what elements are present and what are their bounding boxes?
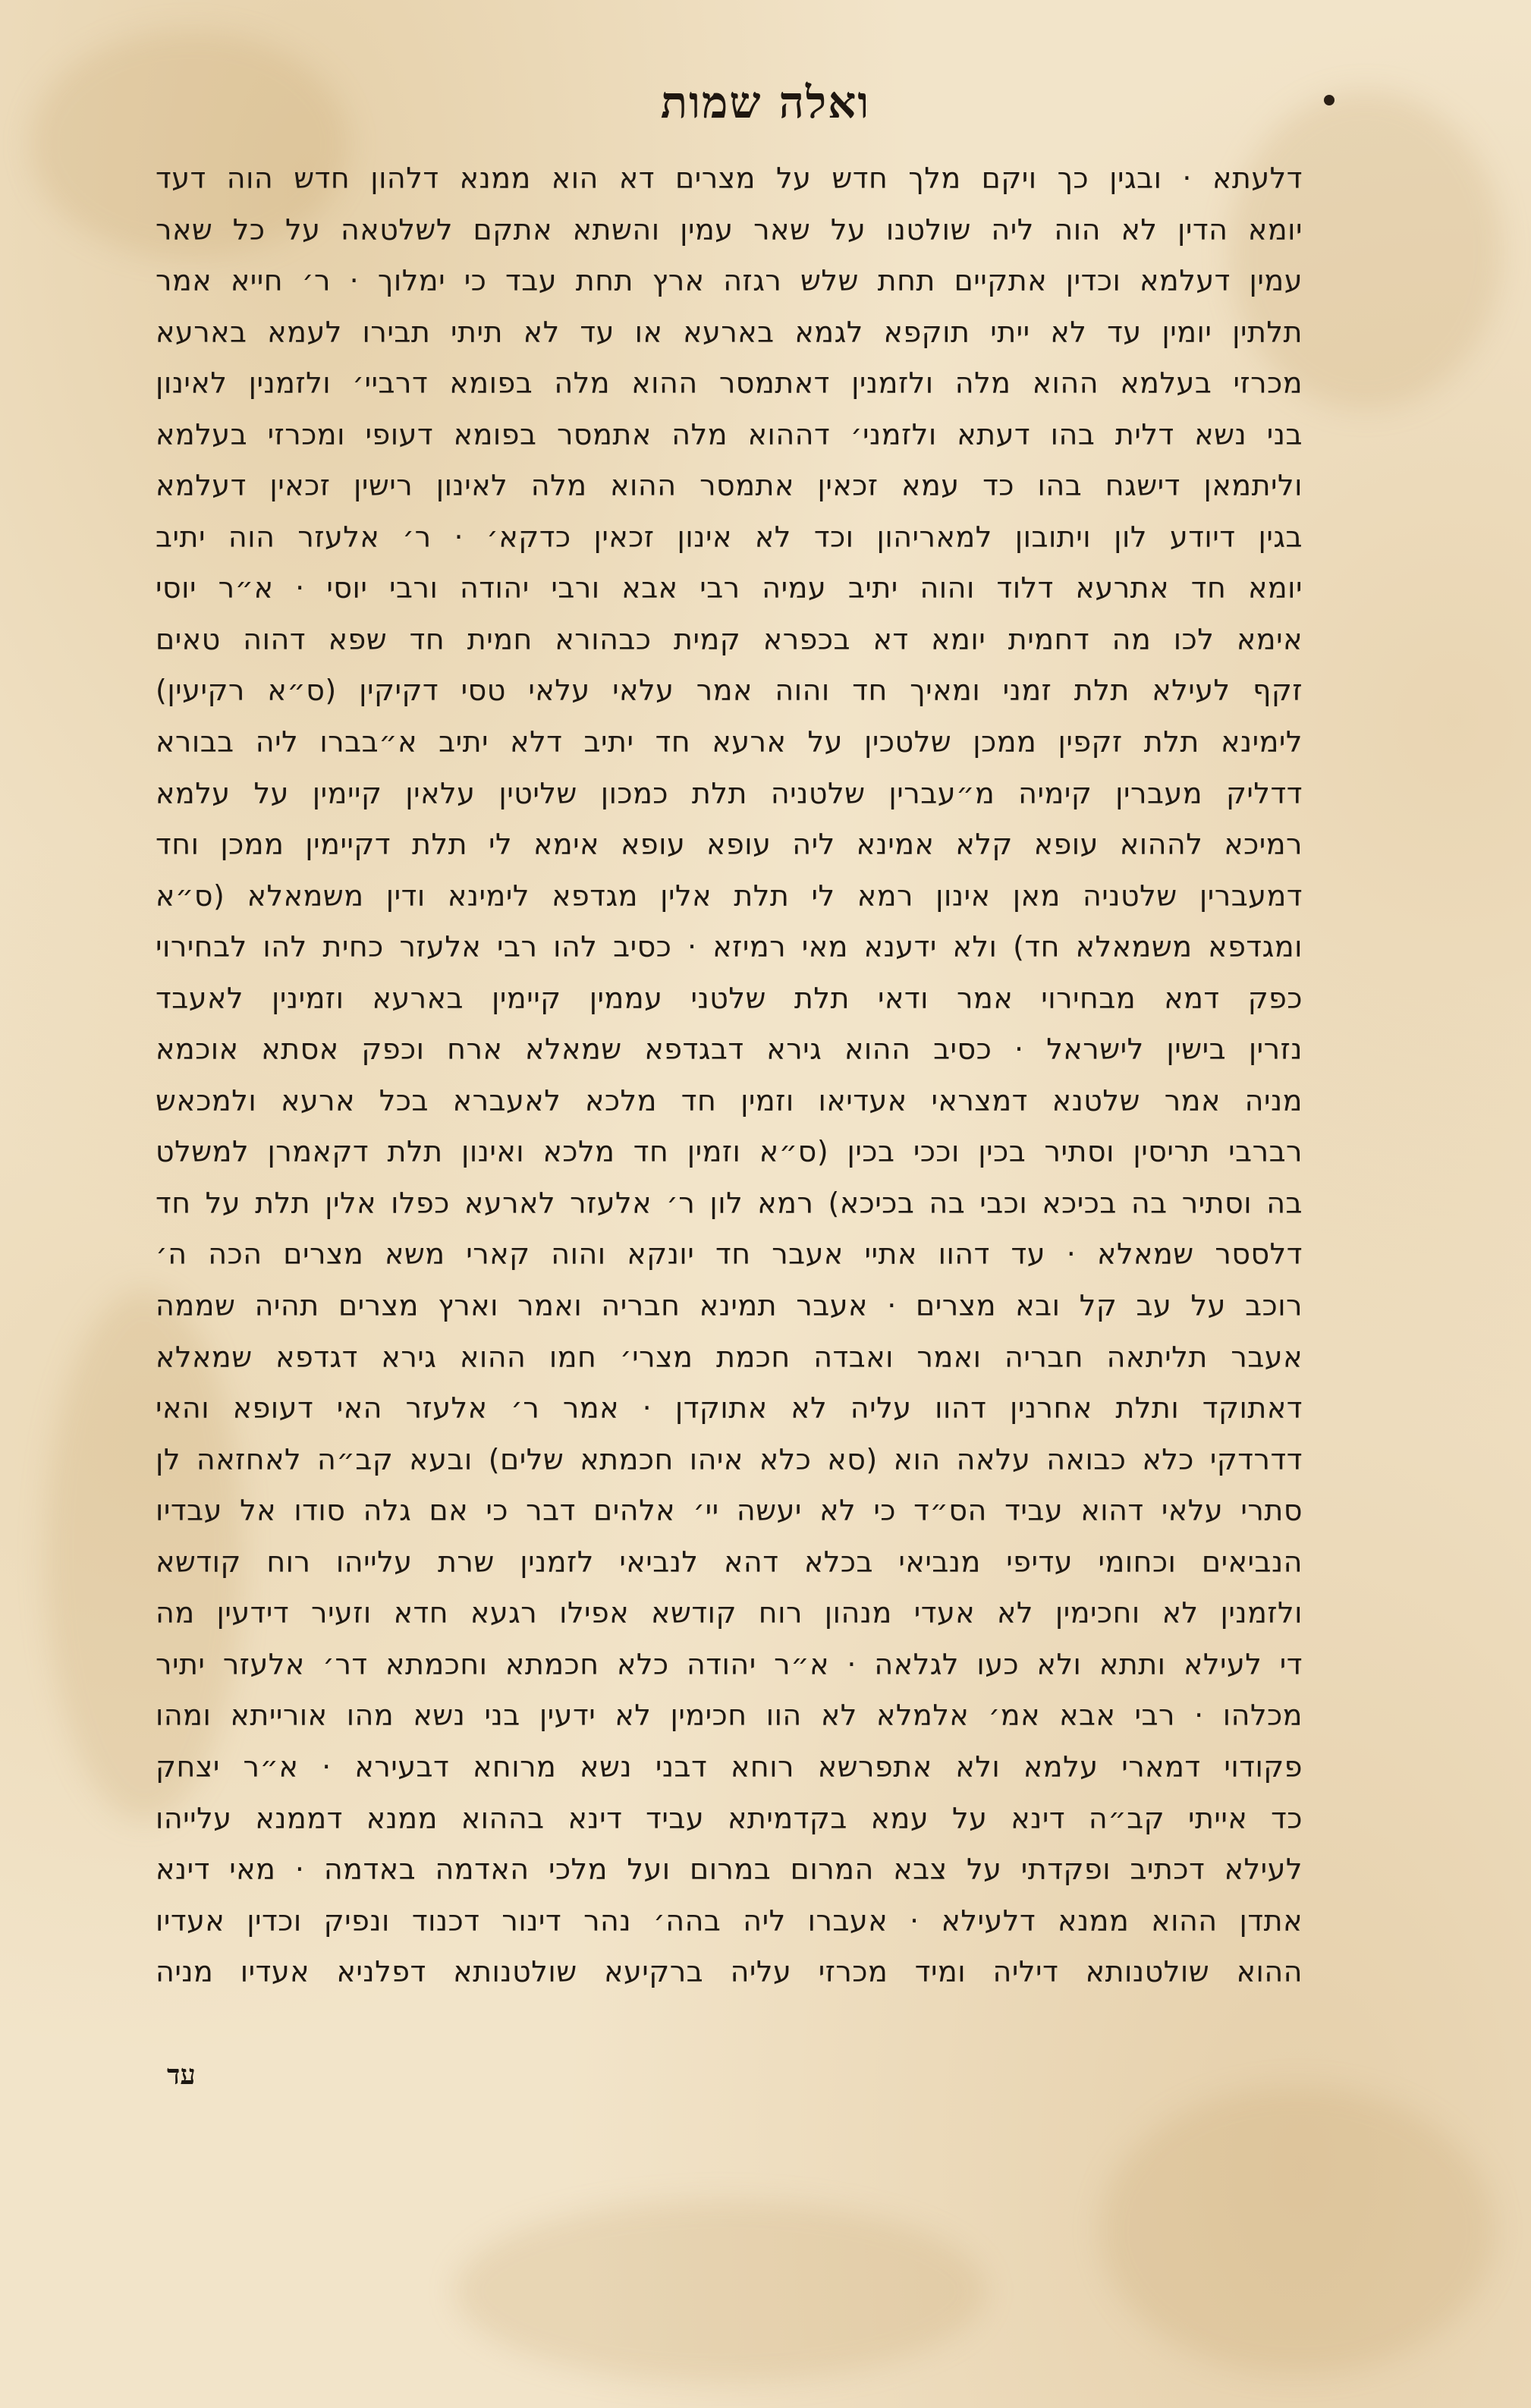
text-line: דדליק מעברין קימיה מ״עברין שלטניה תלת כמכון שליטין עלאין קיימין על עלמא <box>156 776 1303 810</box>
page-header <box>0 72 1531 133</box>
text-line: בה וסתיר בה בכיכא וכבי בה בכיכא) רמא לון ר׳ אלעזר לארעא כפלו אלין תלת על חד <box>156 1186 1303 1220</box>
text-line: מכלהו · רבי אבא אמ׳ אלמלא לא הוו חכימין לא ידעין בני נשא מהו אורייתא ומהו <box>156 1699 1303 1733</box>
text-line: דלעתא · ובגין כך ויקם מלך חדש על מצרים דא הוא ממנא דלהון חדש הוה דעד <box>156 162 1303 195</box>
text-line: כפק דמא מבחירוי אמר ודאי תלת שלטני עממין קיימין בארעא וזמינין לאעבד <box>156 981 1303 1015</box>
text-line: סתרי עלאי דהוא עביד הס״ד כי לא יעשה יי׳ אלהים דבר כי אם גלה סודו אל עבדיו <box>156 1494 1303 1528</box>
text-line: דלססר שמאלא · עד דהוו אתיי אעבר חד יונקא והוה קארי משא מצרים הכה ה׳ <box>156 1237 1303 1272</box>
text-line: בגין דיודע לון ויתובון למאריהון וכד לא אינון זכאין כדקא׳ · ר׳ אלעזר הוה יתיב <box>156 520 1303 554</box>
text-line: ולזמנין לא וחכימין לא אעדי מנהון רוח קודשא אפילו רגעא חדא וזעיר דידעין מה <box>156 1596 1303 1630</box>
text-line: תלתין יומין עד לא ייתי תוקפא לגמא בארעא או עד לא תיתי תבירו לעמא בארעא <box>156 315 1303 349</box>
text-line: מכרזי בעלמא ההוא מלה ולזמנין דאתמסר ההוא מלה בפומא דרביי׳ ולזמנין לאינון <box>156 366 1303 401</box>
text-line: דמעברין שלטניה מאן אינון רמא לי תלת אלין מגדפא לימינא ודין משמאלא (ס״א <box>156 879 1303 913</box>
text-line: ומגדפא משמאלא חד) ולא ידענא מאי רמיזא · כסיב להו רבי אלעזר כחית להו לבחירוי <box>156 930 1303 964</box>
text-line: הנביאים וכחומי עדיפי מנביאי בכלא דהא לנביאי לזמנין שרת עלייהו רוח קודשא <box>156 1545 1303 1579</box>
running-title: ואלה שמות <box>660 77 871 128</box>
catchword: עד <box>167 2059 196 2091</box>
paper-stain <box>1100 2086 1495 2375</box>
text-line: רמיכא לההוא עופא קלא אמינא ליה עופא עופא אימא לי תלת דקיימין ממכן וחד <box>156 828 1303 862</box>
body-text <box>156 153 1303 2050</box>
text-line: רברבי תריסין וסתיר בכין וככי בכין (ס״א וזמין חד מלכא ואינון תלת דקאמרן למשלט <box>156 1135 1303 1169</box>
text-line: יומא חד אתרעא דלוד והוה יתיב עמיה רבי אבא ורבי יהודה ורבי יוסי · א״ר יוסי <box>156 571 1303 605</box>
text-line: מניה אמר שלטנא דמצראי אעדיאו וזמין חד מלכא לאעברא בכל ארעא ולמכאש <box>156 1083 1303 1118</box>
text-line: דאתוקד ותלת אחרנין דהוו עליה לא אתוקדן · אמר ר׳ אלעזר האי דעופא והאי <box>156 1391 1303 1426</box>
text-line: דדרדקי כלא כבואה עלאה הוא (סא כלא איהו חכמתא שלים) ובעא קב״ה לאחזאה לן <box>156 1442 1303 1476</box>
text-line: רוכב על עב קל ובא מצרים · אעבר תמינא חבריה ואמר וארץ מצרים תהיה שממה <box>156 1289 1303 1323</box>
text-line: לעילא דכתיב ופקדתי על צבא המרום במרום ועל מלכי האדמה באדמה · מאי דינא <box>156 1853 1303 1887</box>
text-line: לימינא תלת זקפין ממכן שלטכין על ארעא חד יתיב דלא יתיב א״בברו ליה בבורא <box>156 725 1303 759</box>
dot-ornament-icon <box>1324 95 1335 105</box>
text-line: אתדן ההוא ממנא דלעילא · אעברו ליה בהה׳ נהר דינור דכנוד ונפיק וכדין אעדיו <box>156 1903 1303 1938</box>
text-line: בני נשא דלית בהו דעתא ולזמני׳ דההוא מלה אתמסר בפומא דעופי ומכרזי בעלמא <box>156 417 1303 451</box>
paper-stain <box>455 2200 986 2382</box>
text-line: כד אייתי קב״ה דינא על עמא בקדמיתא עביד דינא בההוא ממנא דממנא עלייהו <box>156 1801 1303 1835</box>
text-line: עמין דעלמא וכדין אתקיים תחת שלש רגזה ארץ תחת עבד כי ימלוך · ר׳ חייא אמר <box>156 264 1303 298</box>
text-line: וליתמאן דישגח בהו כד עמא זכאין אתמסר ההוא מלה לאינון רישין זכאין דעלמא <box>156 469 1303 503</box>
text-line: ההוא שולטנותא דיליה ומיד מכרזי עליה ברקיעא שולטנותא דפלניא אעדיו מניה <box>156 1955 1303 1989</box>
text-line: אעבר תליתאה חבריה ואמר ואבדה חכמת מצרי׳ חמו ההוא גירא דגדפא שמאלא <box>156 1340 1303 1374</box>
text-line: די לעילא ותתא ולא כעו לגלאה · א״ר יהודה כלא חכמתא וחכמתא דר׳ אלעזר יתיר <box>156 1647 1303 1681</box>
text-line: אימא לכו מה דחמית יומא דא בכפרא קמית כבהורא חמית חד שפא דהוה טאים <box>156 622 1303 656</box>
text-line: פקודוי דמארי עלמא ולא אתפרשא רוחא דבני נשא מרוחא דבעירא · א״ר יצחק <box>156 1749 1303 1784</box>
text-line: נזרין בישין לישראל · כסיב ההוא גירא דבגדפא שמאלא ארח וכפק אסתא אוכמא <box>156 1033 1303 1067</box>
text-line: זקף לעילא תלת זמני ומאיך חד והוה אמר עלאי עלאי טסי דקיקין (ס״א רקיעין) <box>156 674 1303 708</box>
text-line: יומא הדין לא הוה ליה שולטנו על שאר עמין והשתא אתקם לשלטאה על כל שאר <box>156 212 1303 247</box>
